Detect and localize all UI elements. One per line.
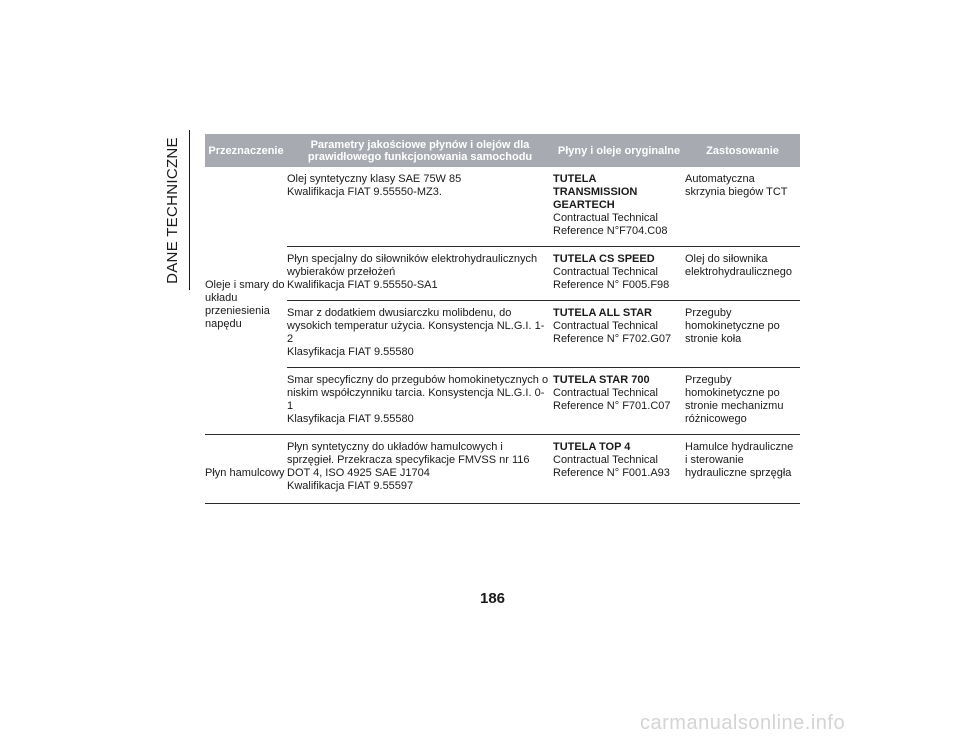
application-cell: Olej do siłownika elektrohydraulicznego [685, 253, 793, 278]
product-reference: Reference N° F702.G07 [553, 333, 672, 345]
application-cell: Przeguby homokinetyczne po stronie mechanizmu różnicowego [685, 374, 784, 425]
parameter-line: Płyn syntetyczny do układów hamulcowych i sprzęgieł. Przekracza specyfikacje FMVSS nr 116 DOT 4, ISO 4925 SAE J1704 [287, 441, 530, 479]
table-group [205, 435, 800, 504]
product-reference: Reference N° F001.A93 [553, 467, 670, 479]
group-label: Płyn hamulcowy [205, 466, 285, 479]
table-row [287, 246, 800, 300]
table-row [287, 435, 800, 503]
product-reference: Reference N° F005.F98 [553, 279, 670, 291]
application-cell: Przeguby homokinetyczne po stronie koła [685, 307, 780, 345]
table-group [205, 167, 800, 435]
product-reference: Reference N° F701.C07 [553, 400, 671, 412]
parameter-line: Kwalifikacja FIAT 9.55597 [287, 480, 414, 492]
table-row [287, 300, 800, 367]
group-label: Oleje i smary do układu przeniesienia napędu [205, 278, 285, 330]
table-row [287, 367, 800, 434]
parameters-cell [287, 167, 553, 246]
parameters-cell [287, 247, 553, 300]
fluids-table [205, 134, 800, 504]
table-row [287, 167, 800, 246]
section-title-rule [189, 130, 190, 290]
parameter-line: Płyn specjalny do siłowników elektrohydraulicznych wybieraków przełożeń [287, 253, 538, 278]
product-reference: Contractual Technical [553, 320, 658, 332]
product-cell [553, 368, 685, 434]
application-cell: Hamulce hydrauliczne i sterowanie hydrauliczne sprzęgła [685, 441, 794, 479]
product-cell [553, 435, 685, 503]
page-number: 186 [480, 590, 506, 607]
parameter-line: Olej syntetyczny klasy SAE 75W 85 [287, 173, 462, 185]
parameter-line: Smar z dodatkiem dwusiarczku molibdenu, do wysokich temperatur użycia. Konsystencja NL.G.I. 1-2 [287, 307, 545, 345]
header-application: Zastosowanie [706, 144, 779, 157]
product-name: TUTELA TOP 4 [553, 441, 631, 453]
product-cell [553, 167, 685, 246]
product-reference: Contractual Technical [553, 266, 658, 278]
watermark: carmanualsonline.info [640, 712, 846, 734]
header-purpose: Przeznaczenie [208, 144, 284, 157]
section-title [156, 130, 188, 290]
parameter-line: Smar specyficzny do przegubów homokinetycznych o niskim współczynniku tarcia. Konsystencja NL.G.I. 0-1 [287, 374, 549, 412]
product-reference: Contractual Technical [553, 387, 658, 399]
parameters-cell [287, 301, 553, 367]
parameter-line: Kwalifikacja FIAT 9.55550-SA1 [287, 279, 438, 291]
product-name: TUTELA STAR 700 [553, 374, 650, 386]
application-cell: Automatyczna skrzynia biegów TCT [685, 173, 788, 198]
table-body [205, 167, 800, 504]
product-name: TUTELA CS SPEED [553, 253, 655, 265]
product-reference: Contractual Technical [553, 212, 658, 224]
section-title-text: DANE TECHNICZNE [163, 136, 181, 284]
parameter-line: Klasyfikacja FIAT 9.55580 [287, 346, 414, 358]
product-cell [553, 301, 685, 367]
product-name: TUTELA ALL STAR [553, 307, 652, 319]
product-name: TUTELA TRANSMISSION GEARTECH [553, 173, 638, 211]
parameters-cell [287, 368, 553, 434]
parameter-line: Klasyfikacja FIAT 9.55580 [287, 413, 414, 425]
product-reference: Reference N°F704.C08 [553, 225, 668, 237]
product-reference: Contractual Technical [553, 454, 658, 466]
parameter-line: Kwalifikacja FIAT 9.55550-MZ3. [287, 186, 442, 198]
header-parameters: Parametry jakościowe płynów i olejów dla prawidłowego funkcjonowania samochodu [307, 138, 533, 163]
table-header [205, 134, 800, 167]
header-original-fluids: Płyny i oleje oryginalne [557, 144, 681, 157]
parameters-cell [287, 435, 553, 503]
product-cell [553, 247, 685, 300]
